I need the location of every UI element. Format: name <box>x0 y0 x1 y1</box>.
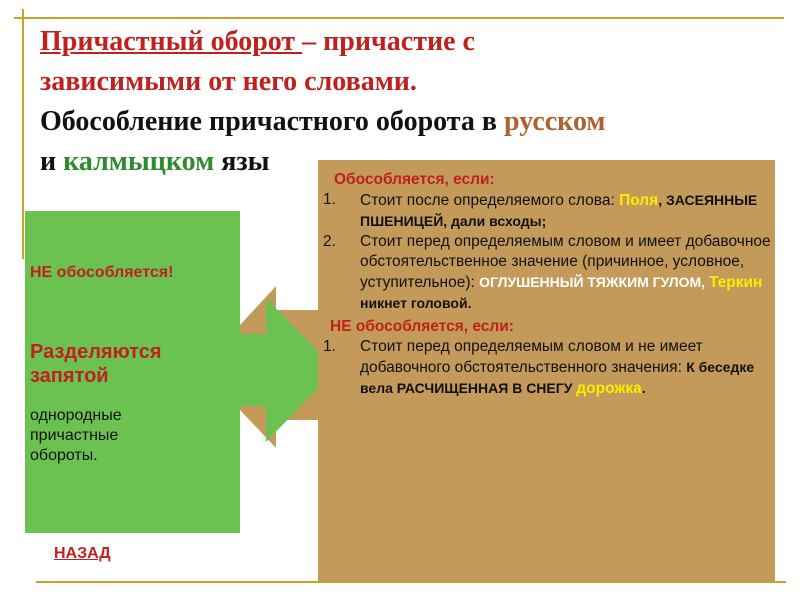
example-highlight-word: Поля <box>619 192 659 209</box>
rule-number: 2. <box>323 233 336 250</box>
rule-number: 1. <box>323 191 336 208</box>
title-line3-start: Обособление причастного оборота в <box>40 106 504 137</box>
rule-number: 1. <box>323 338 336 355</box>
isolated-rule-1 <box>318 190 773 232</box>
title-term: Причастный оборот <box>40 26 303 57</box>
example-caps: К беседке вела РАСЧИЩЕННАЯ В СНЕГУ <box>360 359 755 396</box>
homogeneous-text <box>30 406 230 466</box>
example-caps: ОГЛУШЕННЫЙ ТЯЖКИМ ГУЛОМ, <box>479 274 709 290</box>
example-highlight-word: дорожка <box>576 380 642 397</box>
back-link[interactable]: НАЗАД <box>54 545 111 562</box>
rule-text: Стоит перед определяемым словом и имеет добавочное обстоятельственное значение (причинное, условное, уступительное): <box>360 233 771 291</box>
not-isolated-header: НЕ обособляется, если: <box>330 318 514 335</box>
title-line-1 <box>40 22 780 62</box>
title-line4-start: и <box>40 146 64 177</box>
top-gold-rule <box>14 17 784 19</box>
separated-line-2: запятой <box>30 365 109 387</box>
rules-text <box>318 170 773 399</box>
title-definition-2: зависимыми от него словами. <box>40 66 417 97</box>
separated-line-1: Разделяются <box>30 341 162 363</box>
homog-line-2: причастные <box>30 427 119 444</box>
separated-label <box>30 340 230 388</box>
left-gold-rule <box>22 9 24 259</box>
title-word-russian: русском <box>503 106 606 137</box>
title-line-2 <box>40 62 780 102</box>
example-caps: , ЗАСЕЯННЫЕ ПШЕНИЦЕЙ, дали всходы; <box>360 192 758 229</box>
isolated-rule-2 <box>318 232 773 314</box>
slide-title <box>40 22 780 182</box>
isolated-header: Обособляется, если: <box>334 171 495 188</box>
title-line4-end: язы <box>214 146 270 177</box>
example-rest: никнет головой. <box>360 295 472 311</box>
title-definition-1: – причастие с <box>302 26 475 57</box>
example-rest: . <box>641 380 646 396</box>
title-line-3 <box>40 102 780 142</box>
rule-text: Стоит после определяемого слова: <box>360 192 620 209</box>
homog-line-3: обороты. <box>30 447 98 464</box>
homog-line-1: однородные <box>30 407 122 424</box>
example-highlight-word: Теркин <box>708 274 763 291</box>
not-isolated-rule-1 <box>318 337 773 399</box>
not-isolated-label: НЕ обособляется! <box>30 264 174 281</box>
title-word-kalmyk: калмыцком <box>63 146 215 177</box>
rule-text: Стоит перед определяемым словом и не имеет добавочного обстоятельственного значения: <box>360 338 703 376</box>
